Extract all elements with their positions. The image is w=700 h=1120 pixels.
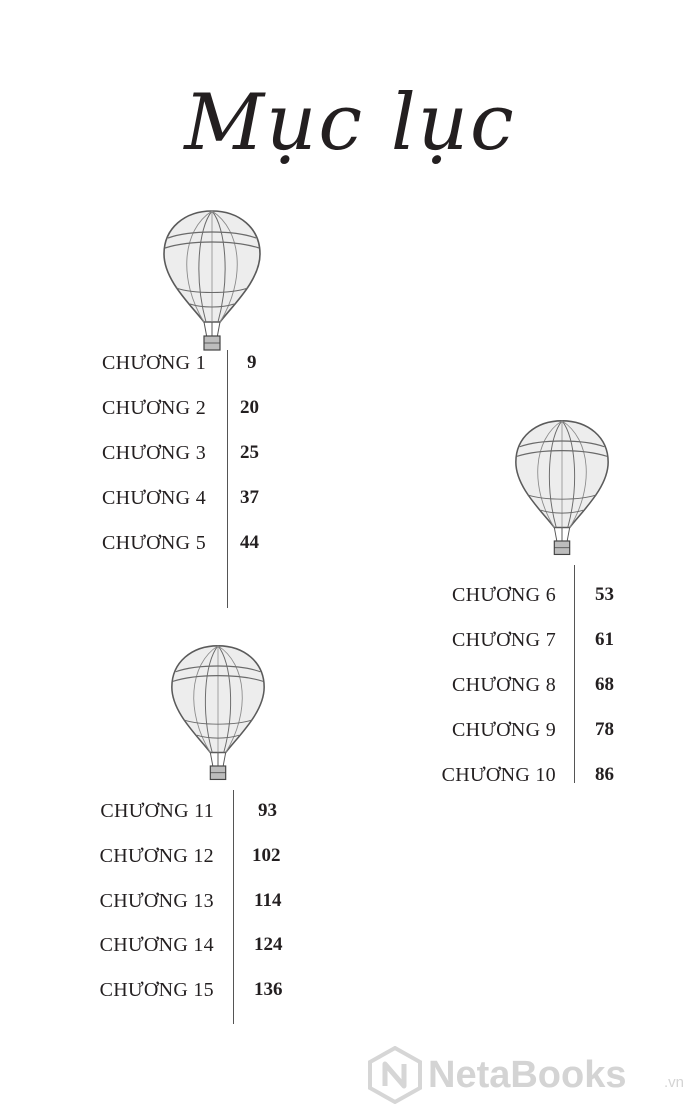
toc-entry[interactable] <box>0 393 206 423</box>
chapter-label: CHƯƠNG 6 <box>451 584 556 606</box>
toc-entry[interactable] <box>0 975 214 1005</box>
chapter-label: CHƯƠNG 9 <box>451 719 556 741</box>
page-number: 124 <box>254 934 283 955</box>
chapter-label: CHƯƠNG 10 <box>441 764 556 786</box>
chapter-label: CHƯƠNG 4 <box>101 487 206 509</box>
page-number: 93 <box>258 800 277 821</box>
toc-entry[interactable] <box>0 930 214 960</box>
page-number: 114 <box>254 890 282 911</box>
toc-entry[interactable] <box>0 483 206 513</box>
chapter-label: CHƯƠNG 2 <box>101 397 206 419</box>
page-number: 37 <box>240 487 259 508</box>
watermark-suffix: .vn <box>664 1074 685 1091</box>
toc-entry[interactable] <box>0 886 214 916</box>
page-number: 68 <box>595 674 614 695</box>
toc-entry[interactable] <box>0 348 206 378</box>
chapter-label: CHƯƠNG 13 <box>99 890 214 912</box>
page-number: 9 <box>247 352 257 373</box>
chapter-label: CHƯƠNG 1 <box>101 352 206 374</box>
toc-entry[interactable] <box>0 670 556 700</box>
chapter-label: CHƯƠNG 15 <box>99 979 214 1001</box>
page-number: 44 <box>240 532 259 553</box>
toc-entry[interactable] <box>0 528 206 558</box>
page-number: 25 <box>240 442 259 463</box>
divider-line <box>233 790 234 1024</box>
toc-entry[interactable] <box>0 796 214 826</box>
chapter-label: CHƯƠNG 12 <box>99 845 214 867</box>
hot-air-balloon-icon <box>160 208 264 360</box>
chapter-label: CHƯƠNG 5 <box>101 532 206 554</box>
page-number: 102 <box>252 845 281 866</box>
chapter-label: CHƯƠNG 11 <box>100 800 214 822</box>
chapter-label: CHƯƠNG 8 <box>451 674 556 696</box>
watermark-text: NetaBooks <box>428 1054 627 1096</box>
page-number: 53 <box>595 584 614 605</box>
toc-entry[interactable] <box>0 580 556 610</box>
divider-line <box>574 565 575 783</box>
netabooks-watermark <box>364 1044 694 1108</box>
chapter-label: CHƯƠNG 7 <box>451 629 556 651</box>
toc-entry[interactable] <box>0 625 556 655</box>
page-number: 136 <box>254 979 283 1000</box>
toc-entry[interactable] <box>0 715 556 745</box>
hot-air-balloon-icon <box>512 416 612 566</box>
chapter-label: CHƯƠNG 3 <box>101 442 206 464</box>
page-number: 61 <box>595 629 614 650</box>
divider-line <box>227 350 228 608</box>
page-number: 86 <box>595 764 614 785</box>
page-title: Mục lục <box>184 78 516 168</box>
toc-entry[interactable] <box>0 760 556 790</box>
page-number: 78 <box>595 719 614 740</box>
page-number: 20 <box>240 397 259 418</box>
toc-entry[interactable] <box>0 438 206 468</box>
netabooks-logo-icon <box>366 1046 424 1104</box>
chapter-label: CHƯƠNG 14 <box>99 934 214 956</box>
toc-entry[interactable] <box>0 841 214 871</box>
